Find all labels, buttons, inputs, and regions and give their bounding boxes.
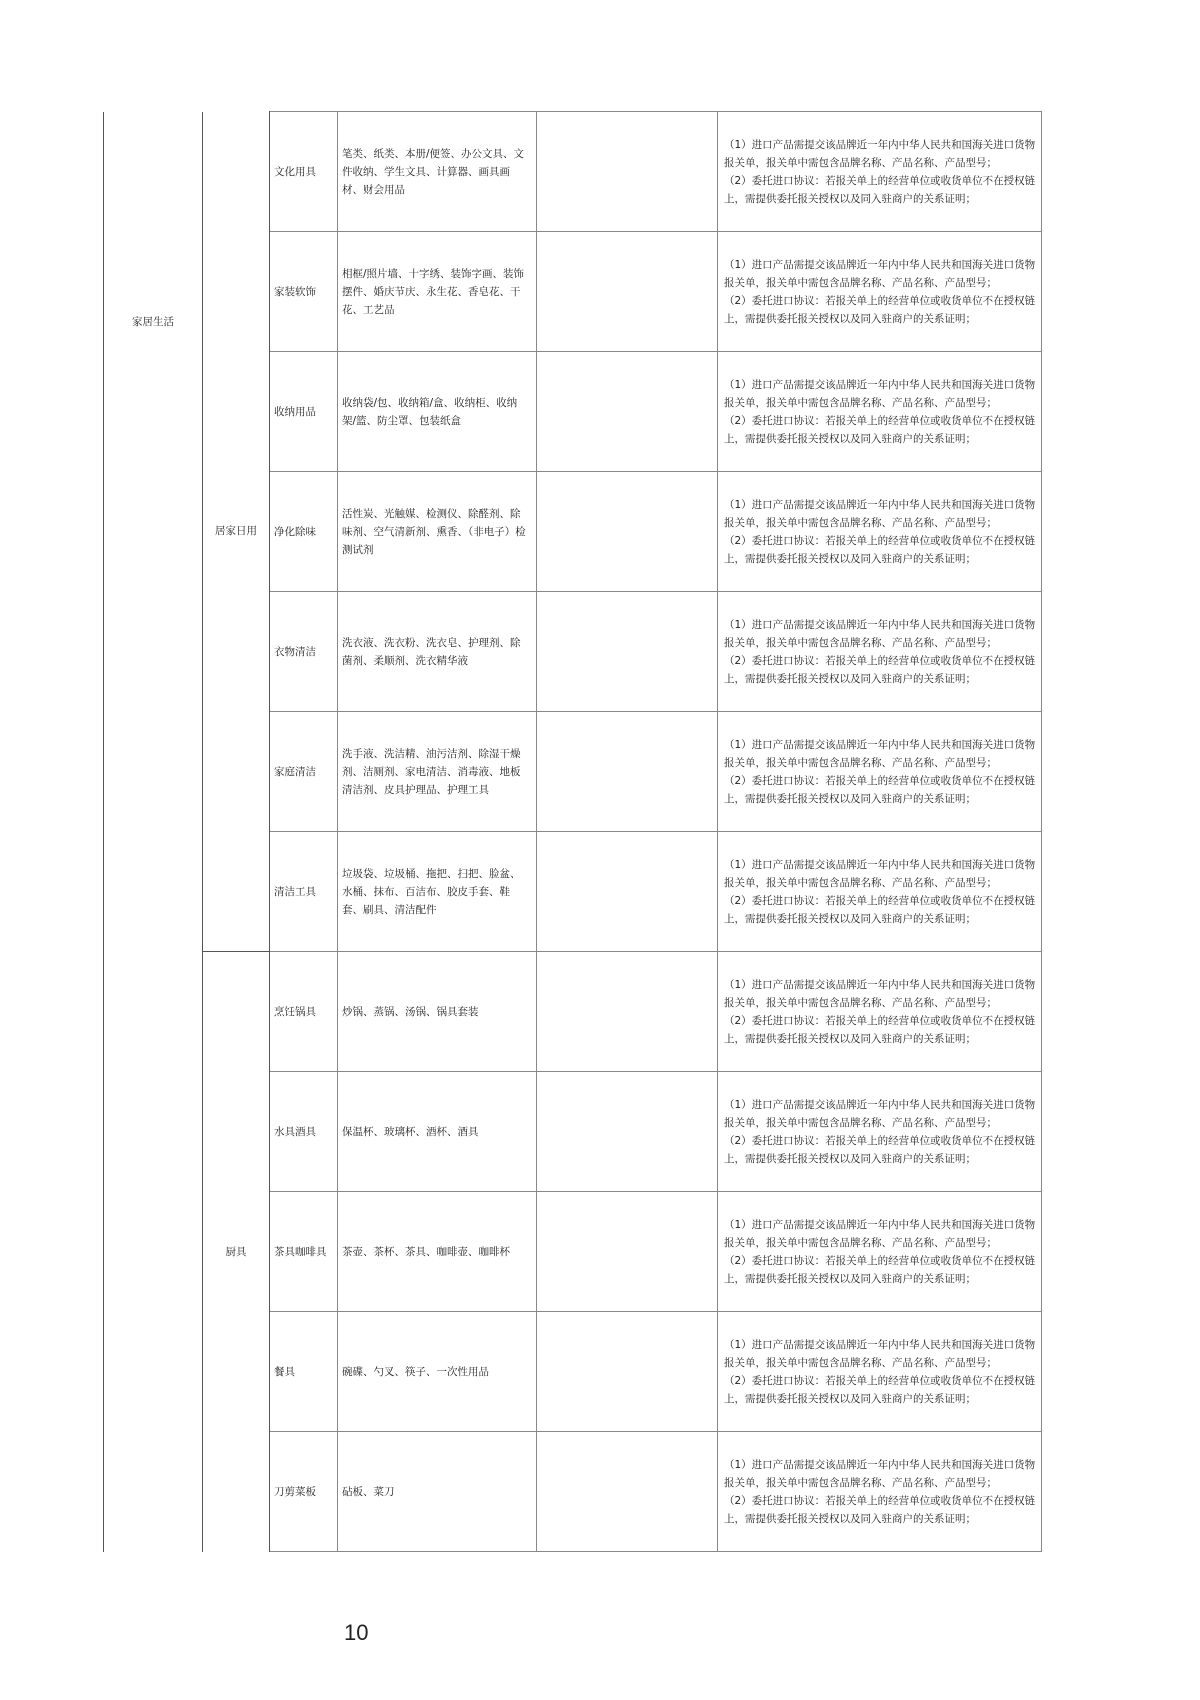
category-items: 相框/照片墙、十字绣、装饰字画、装饰摆件、婚庆节庆、永生花、香皂花、干花、工艺品 (338, 232, 537, 352)
category-requirements-table (103, 111, 1042, 1552)
qualification-requirement (718, 1312, 1042, 1432)
qualification-requirement (718, 112, 1042, 232)
page-number: 10 (344, 1620, 369, 1645)
level3-category: 家庭清洁 (270, 712, 338, 832)
empty-cell (537, 592, 718, 712)
empty-cell (537, 952, 718, 1072)
level3-category: 衣物清洁 (270, 592, 338, 712)
category-items: 洗衣液、洗衣粉、洗衣皂、护理剂、除菌剂、柔顺剂、洗衣精华液 (338, 592, 537, 712)
level3-category: 家装软饰 (270, 232, 338, 352)
level3-category: 刀剪菜板 (270, 1432, 338, 1552)
category-items: 垃圾袋、垃圾桶、拖把、扫把、脸盆、水桶、抹布、百洁布、胶皮手套、鞋套、刷具、清洁配件 (338, 832, 537, 952)
level1-category-label: 家居生活 (132, 316, 174, 329)
requirement-line-2: （2）委托进口协议：若报关单上的经营单位或收货单位不在授权链上，需提供委托报关授权以及同入驻商户的关系证明； (724, 174, 1036, 205)
category-items: 活性炭、光触媒、检测仪、除醛剂、除味剂、空气清新剂、熏香、（非电子）检测试剂 (338, 472, 537, 592)
empty-cell (537, 1312, 718, 1432)
qualification-requirement (718, 1432, 1042, 1552)
qualification-requirement (718, 1192, 1042, 1312)
requirement-line-1: （1）进口产品需提交该品牌近一年内中华人民共和国海关进口货物报关单，报关单中需包含品牌名称、产品名称、产品型号； (724, 1338, 1036, 1369)
requirement-line-2: （2）委托进口协议：若报关单上的经营单位或收货单位不在授权链上，需提供委托报关授权以及同入驻商户的关系证明； (724, 1254, 1036, 1285)
category-items: 洗手液、洗洁精、油污洁剂、除湿干燥剂、洁厕剂、家电清洁、消毒液、地板清洁剂、皮具护理品、护理工具 (338, 712, 537, 832)
level3-category: 清洁工具 (270, 832, 338, 952)
empty-cell (537, 1192, 718, 1312)
qualification-requirement (718, 712, 1042, 832)
category-items: 砧板、菜刀 (338, 1432, 537, 1552)
empty-cell (537, 112, 718, 232)
requirement-line-1: （1）进口产品需提交该品牌近一年内中华人民共和国海关进口货物报关单，报关单中需包含品牌名称、产品名称、产品型号； (724, 138, 1036, 169)
level3-category: 茶具咖啡具 (270, 1192, 338, 1312)
qualification-requirement (718, 832, 1042, 952)
level2-category-label: 居家日用 (215, 525, 257, 538)
requirement-line-1: （1）进口产品需提交该品牌近一年内中华人民共和国海关进口货物报关单，报关单中需包含品牌名称、产品名称、产品型号； (724, 1218, 1036, 1249)
requirement-line-1: （1）进口产品需提交该品牌近一年内中华人民共和国海关进口货物报关单，报关单中需包含品牌名称、产品名称、产品型号； (724, 378, 1036, 409)
empty-cell (537, 232, 718, 352)
requirement-line-1: （1）进口产品需提交该品牌近一年内中华人民共和国海关进口货物报关单，报关单中需包含品牌名称、产品名称、产品型号； (724, 978, 1036, 1009)
table-row (104, 952, 1042, 1072)
requirement-line-2: （2）委托进口协议：若报关单上的经营单位或收货单位不在授权链上，需提供委托报关授权以及同入驻商户的关系证明； (724, 894, 1036, 925)
qualification-requirement (718, 952, 1042, 1072)
level3-category: 文化用具 (270, 112, 338, 232)
requirement-line-2: （2）委托进口协议：若报关单上的经营单位或收货单位不在授权链上，需提供委托报关授权以及同入驻商户的关系证明； (724, 1014, 1036, 1045)
qualification-requirement (718, 472, 1042, 592)
qualification-requirement (718, 352, 1042, 472)
requirement-line-1: （1）进口产品需提交该品牌近一年内中华人民共和国海关进口货物报关单，报关单中需包含品牌名称、产品名称、产品型号； (724, 618, 1036, 649)
requirement-line-2: （2）委托进口协议：若报关单上的经营单位或收货单位不在授权链上，需提供委托报关授权以及同入驻商户的关系证明； (724, 414, 1036, 445)
category-items: 笔类、纸类、本册/便签、办公文具、文件收纳、学生文具、计算器、画具画材、财会用品 (338, 112, 537, 232)
empty-cell (537, 472, 718, 592)
requirement-line-1: （1）进口产品需提交该品牌近一年内中华人民共和国海关进口货物报关单，报关单中需包含品牌名称、产品名称、产品型号； (724, 1098, 1036, 1129)
requirement-line-1: （1）进口产品需提交该品牌近一年内中华人民共和国海关进口货物报关单，报关单中需包含品牌名称、产品名称、产品型号； (724, 498, 1036, 529)
empty-cell (537, 1072, 718, 1192)
empty-cell (537, 352, 718, 472)
requirement-line-1: （1）进口产品需提交该品牌近一年内中华人民共和国海关进口货物报关单，报关单中需包含品牌名称、产品名称、产品型号； (724, 738, 1036, 769)
level3-category: 净化除味 (270, 472, 338, 592)
empty-cell (537, 1432, 718, 1552)
requirement-line-1: （1）进口产品需提交该品牌近一年内中华人民共和国海关进口货物报关单，报关单中需包含品牌名称、产品名称、产品型号； (724, 258, 1036, 289)
requirement-line-2: （2）委托进口协议：若报关单上的经营单位或收货单位不在授权链上，需提供委托报关授权以及同入驻商户的关系证明； (724, 1374, 1036, 1405)
category-items: 收纳袋/包、收纳箱/盒、收纳柜、收纳架/篮、防尘罩、包装纸盒 (338, 352, 537, 472)
category-items: 保温杯、玻璃杯、酒杯、酒具 (338, 1072, 537, 1192)
requirement-line-1: （1）进口产品需提交该品牌近一年内中华人民共和国海关进口货物报关单，报关单中需包含品牌名称、产品名称、产品型号； (724, 1458, 1036, 1489)
requirement-line-2: （2）委托进口协议：若报关单上的经营单位或收货单位不在授权链上，需提供委托报关授权以及同入驻商户的关系证明； (724, 294, 1036, 325)
qualification-requirement (718, 592, 1042, 712)
requirement-line-2: （2）委托进口协议：若报关单上的经营单位或收货单位不在授权链上，需提供委托报关授权以及同入驻商户的关系证明； (724, 774, 1036, 805)
requirement-line-2: （2）委托进口协议：若报关单上的经营单位或收货单位不在授权链上，需提供委托报关授权以及同入驻商户的关系证明； (724, 534, 1036, 565)
category-items: 茶壶、茶杯、茶具、咖啡壶、咖啡杯 (338, 1192, 537, 1312)
empty-cell (537, 712, 718, 832)
level3-category: 收纳用品 (270, 352, 338, 472)
level2-category-label: 厨具 (225, 1245, 247, 1258)
empty-cell (537, 832, 718, 952)
requirement-line-1: （1）进口产品需提交该品牌近一年内中华人民共和国海关进口货物报关单，报关单中需包含品牌名称、产品名称、产品型号； (724, 858, 1036, 889)
requirement-line-2: （2）委托进口协议：若报关单上的经营单位或收货单位不在授权链上，需提供委托报关授权以及同入驻商户的关系证明； (724, 1494, 1036, 1525)
level3-category: 餐具 (270, 1312, 338, 1432)
level3-category: 水具酒具 (270, 1072, 338, 1192)
level3-category: 烹饪锅具 (270, 952, 338, 1072)
qualification-requirement (718, 1072, 1042, 1192)
table-row (104, 112, 1042, 232)
requirement-line-2: （2）委托进口协议：若报关单上的经营单位或收货单位不在授权链上，需提供委托报关授权以及同入驻商户的关系证明； (724, 1134, 1036, 1165)
category-items: 碗碟、勺叉、筷子、一次性用品 (338, 1312, 537, 1432)
category-items: 炒锅、蒸锅、汤锅、锅具套装 (338, 952, 537, 1072)
qualification-requirement (718, 232, 1042, 352)
requirement-line-2: （2）委托进口协议：若报关单上的经营单位或收货单位不在授权链上，需提供委托报关授权以及同入驻商户的关系证明； (724, 654, 1036, 685)
